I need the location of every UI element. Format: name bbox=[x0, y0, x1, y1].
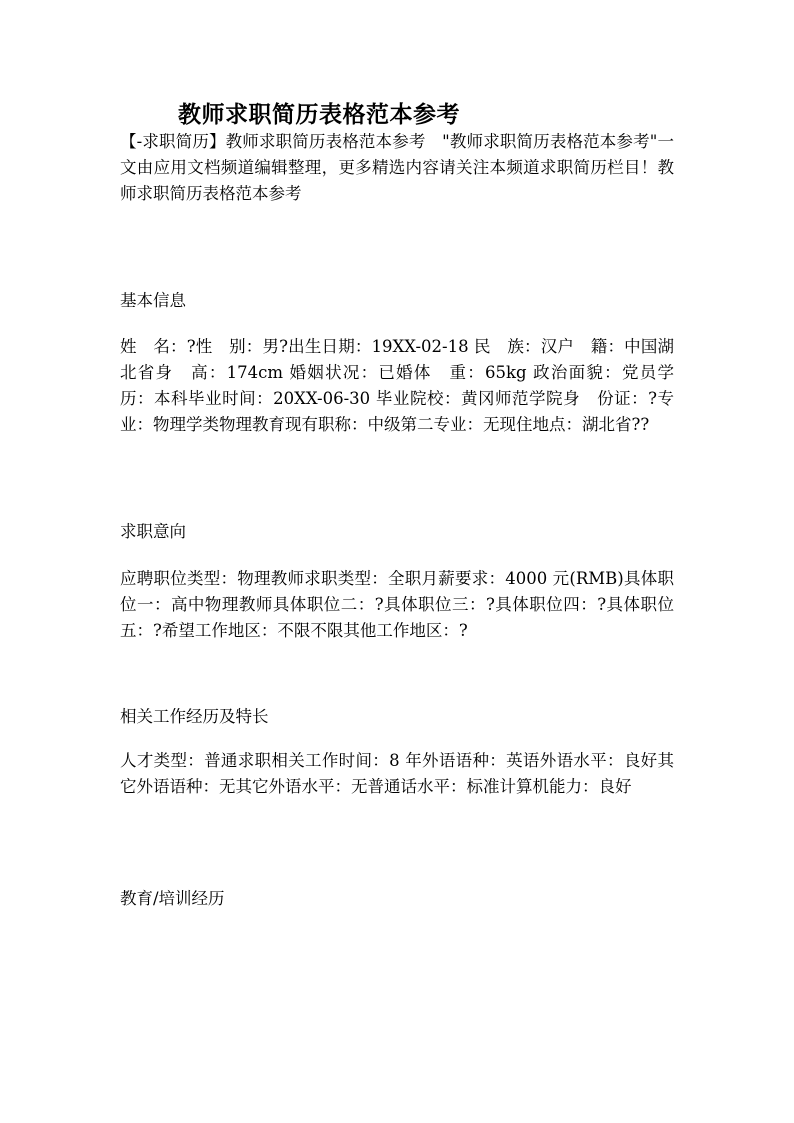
document-title: 教师求职简历表格范本参考 bbox=[178, 101, 460, 128]
section-body-job-intent: 应聘职位类型：物理教师求职类型：全职月薪要求：4000 元(RMB)具体职位一：高中物理教师具体职位二：?具体职位三：?具体职位四：?具体职位五：?希望工作地区：不限不限其他工作地区：? bbox=[120, 569, 674, 640]
intro-paragraph: 【-求职简历】教师求职简历表格范本参考 "教师求职简历表格范本参考"一文由应用文档频道编辑整理，更多精选内容请关注本频道求职简历栏目！教师求职简历表格范本参考 bbox=[120, 132, 674, 203]
section-heading-job-intent: 求职意向 bbox=[120, 522, 186, 541]
section-body-work-experience: 人才类型：普通求职相关工作时间：8 年外语语种：英语外语水平：良好其它外语语种：无其它外语水平：无普通话水平：标准计算机能力：良好 bbox=[120, 751, 674, 796]
section-heading-education: 教育/培训经历 bbox=[120, 889, 225, 908]
section-heading-work-experience: 相关工作经历及特长 bbox=[120, 707, 269, 726]
section-heading-basic-info: 基本信息 bbox=[120, 291, 186, 310]
section-body-basic-info: 姓 名：?性 别：男?出生日期：19XX-02-18 民 族：汉户 籍：中国湖北省身 高：174cm 婚姻状况：已婚体 重：65kg 政治面貌：党员学 历：本科毕业时间：20XX-06-30 毕业院校：黄冈师范学院身 份证：?专 业：物理学类物理教育现有职称：中级第二专业：无现住地点：湖北省?? bbox=[120, 337, 691, 434]
